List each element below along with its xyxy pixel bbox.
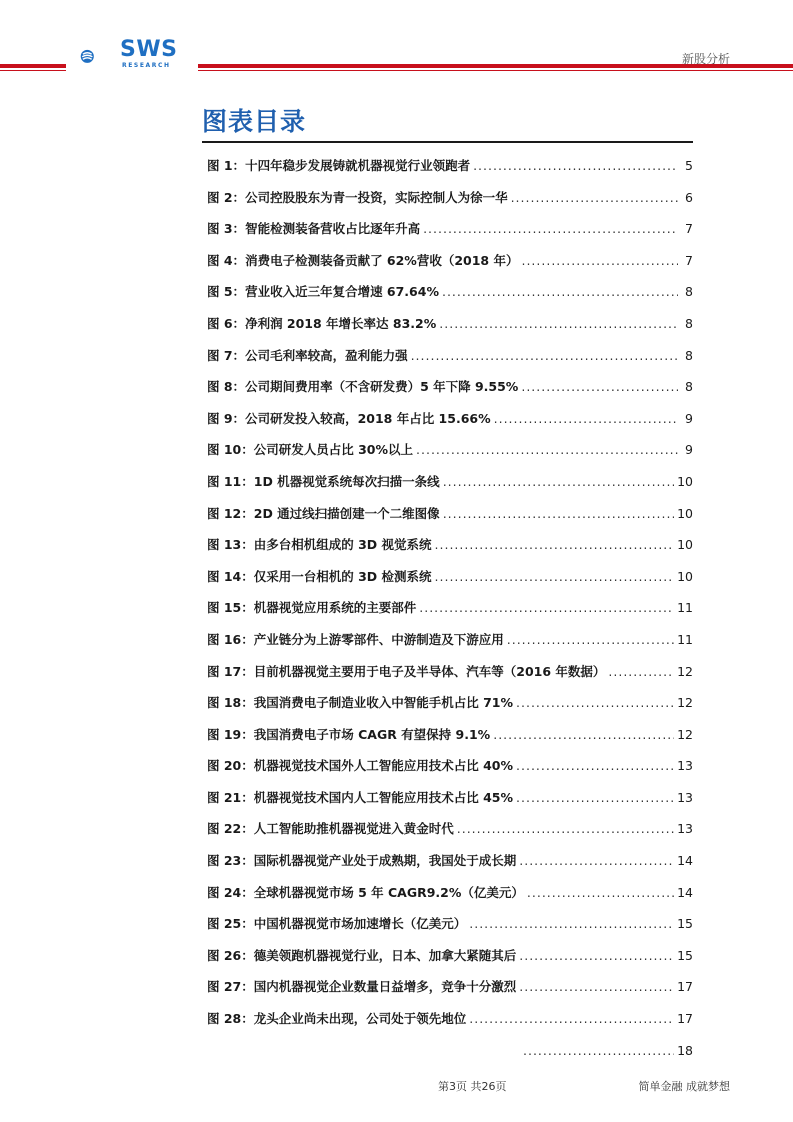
toc-entry[interactable] <box>207 1035 693 1067</box>
toc-entry-page-number: 10 <box>677 568 693 584</box>
toc-entry-caption: 公司毛利率较高，盈利能力强 <box>245 347 408 363</box>
toc-entry[interactable] <box>207 434 693 466</box>
toc-entry-caption: 营业收入近三年复合增速 67.64% <box>245 284 439 300</box>
toc-entry[interactable] <box>207 150 693 182</box>
toc-entry-page-number: 10 <box>677 473 693 489</box>
toc-dot-leader <box>519 971 674 1003</box>
toc-entry-caption: 公司控股股东为青一投资，实际控制人为徐一华 <box>245 189 508 205</box>
toc-entry-caption: 公司期间费用率（不含研发费）5 年下降 9.55% <box>245 379 519 395</box>
toc-entry[interactable] <box>207 940 693 972</box>
toc-entry-page-number: 12 <box>677 663 693 679</box>
toc-dot-leader <box>516 687 674 719</box>
toc-entry-page-number: 18 <box>677 1042 693 1058</box>
toc-entry-label: 图 14： <box>207 568 254 584</box>
toc-entry[interactable] <box>207 656 693 688</box>
toc-entry[interactable] <box>207 1003 693 1035</box>
toc-entry[interactable] <box>207 182 693 214</box>
header-red-thin-rule-right <box>198 70 793 71</box>
toc-entry-label: 图 8： <box>207 379 246 395</box>
toc-entry-caption: 机器视觉技术国外人工智能应用技术占比 40% <box>253 758 514 774</box>
toc-dot-leader <box>416 434 678 466</box>
toc-entry[interactable] <box>207 308 693 340</box>
toc-entry-caption: 机器视觉技术国内人工智能应用技术占比 45% <box>253 789 514 805</box>
toc-entry-page-number: 10 <box>677 537 693 553</box>
toc-entry-label: 图 23： <box>207 853 254 869</box>
toc-entry-caption: 仅采用一台相机的 3D 检测系统 <box>253 568 432 584</box>
toc-entry-caption: 2D 通过线扫描创建一个二维图像 <box>253 505 440 521</box>
toc-entry[interactable] <box>207 213 693 245</box>
toc-entry-caption: 机器视觉应用系统的主要部件 <box>253 600 417 616</box>
toc-entry[interactable] <box>207 529 693 561</box>
toc-entry-page-number: 13 <box>677 758 693 774</box>
toc-dot-leader <box>521 371 678 403</box>
toc-entry-label: 图 17： <box>207 663 254 679</box>
toc-entry-label: 图 12： <box>207 505 254 521</box>
toc-entry-page-number: 12 <box>677 726 693 742</box>
toc-entry-page-number: 8 <box>685 347 693 363</box>
toc-entry-caption: 消费电子检测装备贡献了 62%营收（2018 年） <box>245 252 519 268</box>
toc-entry[interactable] <box>207 813 693 845</box>
toc-dot-leader <box>423 213 678 245</box>
toc-entry-page-number: 7 <box>685 221 693 237</box>
toc-entry-page-number: 15 <box>677 947 693 963</box>
toc-dot-leader <box>493 719 674 751</box>
toc-entry-label: 图 18： <box>207 695 254 711</box>
footer-page-info: 第3页 共26页 <box>438 1080 507 1093</box>
toc-entry-label: 图 5： <box>207 284 246 300</box>
toc-dot-leader <box>443 466 674 498</box>
toc-entry-label: 图 3： <box>207 221 246 237</box>
figure-toc-list <box>207 150 693 1066</box>
toc-entry-caption: 由多台相机组成的 3D 视觉系统 <box>253 537 432 553</box>
toc-entry-label: 图 26： <box>207 947 254 963</box>
toc-entry-caption: 产业链分为上游零部件、中游制造及下游应用 <box>253 631 504 647</box>
toc-entry-caption: 智能检测装备营收占比逐年升高 <box>245 221 421 237</box>
toc-entry-page-number: 7 <box>685 252 693 268</box>
toc-dot-leader <box>523 1035 674 1067</box>
title-divider <box>202 141 693 143</box>
toc-entry-caption: 国内机器视觉企业数量日益增多，竞争十分激烈 <box>253 979 517 995</box>
toc-entry-caption: 中国机器视觉市场加速增长（亿美元） <box>253 916 467 932</box>
toc-entry-page-number: 9 <box>685 410 693 426</box>
toc-entry[interactable] <box>207 971 693 1003</box>
toc-entry[interactable] <box>207 782 693 814</box>
toc-entry-page-number: 15 <box>677 916 693 932</box>
toc-entry-label: 图 11： <box>207 473 254 489</box>
toc-entry-caption: 国际机器视觉产业处于成熟期，我国处于成长期 <box>253 853 517 869</box>
toc-entry[interactable] <box>207 719 693 751</box>
toc-entry[interactable] <box>207 687 693 719</box>
toc-entry-caption: 我国消费电子市场 CAGR 有望保持 9.1% <box>253 726 491 742</box>
toc-entry-caption: 龙头企业尚未出现，公司处于领先地位 <box>253 1011 467 1027</box>
logo-wordmark: SWS <box>120 37 178 62</box>
toc-entry-label: 图 6： <box>207 315 246 331</box>
toc-entry-page-number: 14 <box>677 853 693 869</box>
toc-entry-page-number: 17 <box>677 1011 693 1027</box>
toc-entry-page-number: 14 <box>677 884 693 900</box>
toc-entry-label: 图 7： <box>207 347 246 363</box>
toc-entry-label: 图 25： <box>207 916 254 932</box>
toc-entry[interactable] <box>207 498 693 530</box>
toc-dot-leader <box>443 498 674 530</box>
toc-entry[interactable] <box>207 845 693 877</box>
document-type-label: 新股分析 <box>681 52 730 66</box>
page-title: 图表目录 <box>202 107 307 136</box>
toc-entry-label: 图 28： <box>207 1011 254 1027</box>
toc-dot-leader <box>473 150 678 182</box>
toc-entry-label: 图 10： <box>207 442 254 458</box>
toc-dot-leader <box>469 908 674 940</box>
toc-dot-leader <box>411 340 678 372</box>
toc-entry[interactable] <box>207 276 693 308</box>
toc-dot-leader <box>519 845 674 877</box>
toc-dot-leader <box>516 750 674 782</box>
toc-dot-leader <box>516 782 674 814</box>
toc-entry-page-number: 13 <box>677 821 693 837</box>
toc-entry[interactable] <box>207 877 693 909</box>
toc-entry-page-number: 17 <box>677 979 693 995</box>
toc-entry-label: 图 24： <box>207 884 254 900</box>
toc-entry[interactable] <box>207 624 693 656</box>
sws-logo-icon <box>80 36 120 76</box>
toc-entry-caption: 十四年稳步发展铸就机器视觉行业领跑者 <box>245 158 471 173</box>
toc-entry[interactable] <box>207 340 693 372</box>
toc-dot-leader <box>435 529 675 561</box>
toc-entry-label: 图 4： <box>207 252 246 268</box>
toc-dot-leader <box>519 940 674 972</box>
toc-entry[interactable] <box>207 561 693 593</box>
toc-entry[interactable] <box>207 371 693 403</box>
toc-entry-page-number: 8 <box>685 379 693 395</box>
toc-entry-label: 图 27： <box>207 979 254 995</box>
toc-entry-label: 图 22： <box>207 821 254 837</box>
toc-entry-page-number: 6 <box>685 189 693 205</box>
toc-dot-leader <box>527 877 674 909</box>
toc-entry-caption: 公司研发投入较高，2018 年占比 15.66% <box>245 410 491 426</box>
toc-dot-leader <box>419 592 674 624</box>
toc-dot-leader <box>435 561 675 593</box>
toc-entry[interactable] <box>207 592 693 624</box>
toc-dot-leader <box>494 403 678 435</box>
toc-entry-label: 图 16： <box>207 631 254 647</box>
toc-entry-label: 图 1： <box>207 158 246 173</box>
toc-dot-leader <box>439 308 678 340</box>
toc-entry-page-number: 8 <box>685 315 693 331</box>
toc-entry-label: 图 19： <box>207 726 254 742</box>
toc-entry-label: 图 20： <box>207 758 254 774</box>
toc-entry-label: 图 15： <box>207 600 254 616</box>
toc-entry[interactable] <box>207 750 693 782</box>
toc-entry-page-number: 8 <box>685 284 693 300</box>
logo-subtext: RESEARCH <box>122 62 171 69</box>
toc-entry-page-number: 12 <box>677 695 693 711</box>
toc-entry[interactable] <box>207 466 693 498</box>
toc-dot-leader <box>507 624 674 656</box>
toc-entry[interactable] <box>207 908 693 940</box>
toc-entry-page-number: 10 <box>677 505 693 521</box>
toc-entry-caption: 我国消费电子制造业收入中智能手机占比 71% <box>253 695 514 711</box>
toc-entry-page-number: 11 <box>677 600 693 616</box>
toc-entry-label: 图 13： <box>207 537 254 553</box>
toc-entry-caption: 目前机器视觉主要用于电子及半导体、汽车等（2016 年数据） <box>253 663 606 679</box>
toc-dot-leader <box>521 245 678 277</box>
toc-entry-label: 图 21： <box>207 789 254 805</box>
header-red-thin-rule-left <box>0 70 66 71</box>
toc-entry-caption: 全球机器视觉市场 5 年 CAGR9.2%（亿美元） <box>253 884 524 900</box>
toc-dot-leader <box>457 813 674 845</box>
toc-entry-label: 图 9： <box>207 410 246 426</box>
toc-dot-leader <box>608 656 674 688</box>
toc-entry-caption: 公司研发人员占比 30%以上 <box>253 442 414 458</box>
toc-entry-page-number: 11 <box>677 631 693 647</box>
toc-entry-page-number: 5 <box>685 158 693 173</box>
toc-entry-page-number: 13 <box>677 789 693 805</box>
toc-entry[interactable] <box>207 245 693 277</box>
toc-entry-caption: 1D 机器视觉系统每次扫描一条线 <box>253 473 440 489</box>
toc-dot-leader <box>469 1003 674 1035</box>
toc-entry-label: 图 2： <box>207 189 246 205</box>
footer-slogan: 简单金融 成就梦想 <box>638 1080 730 1093</box>
toc-entry-caption: 人工智能助推机器视觉进入黄金时代 <box>253 821 454 837</box>
toc-dot-leader <box>442 276 678 308</box>
toc-entry-caption: 德美领跑机器视觉行业，日本、加拿大紧随其后 <box>253 947 517 963</box>
toc-entry-page-number: 9 <box>685 442 693 458</box>
toc-entry[interactable] <box>207 403 693 435</box>
toc-dot-leader <box>511 182 678 214</box>
toc-entry-caption: 净利润 2018 年增长率达 83.2% <box>245 315 437 331</box>
header-red-rule-left <box>0 64 66 68</box>
